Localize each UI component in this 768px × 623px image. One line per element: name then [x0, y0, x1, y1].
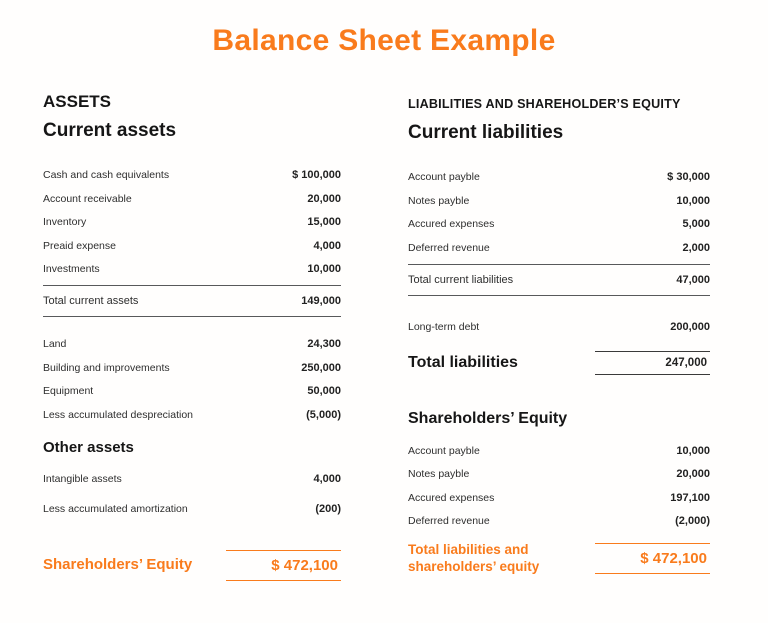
line-item-value: 10,000 — [676, 444, 710, 457]
grand-total-value: $ 472,100 — [595, 543, 710, 574]
line-item-row — [408, 171, 710, 184]
line-item-value: 250,000 — [301, 361, 341, 374]
other-assets-rows — [43, 473, 341, 516]
line-item-label: Preaid expense — [43, 239, 116, 252]
line-item-value: 15,000 — [307, 216, 341, 228]
total-value: 149,000 — [301, 295, 341, 307]
liabilities-heading: LIABILITIES AND SHAREHOLDER’S EQUITY — [408, 97, 681, 111]
line-item-value: 200,000 — [670, 320, 710, 333]
line-item-label: Less accumulated amortization — [43, 502, 188, 515]
line-item-value: (2,000) — [675, 515, 710, 527]
grand-total-value: $ 472,100 — [226, 550, 341, 581]
total-liabilities-label: Total liabilities — [408, 353, 518, 371]
line-item-label: Notes payble — [408, 194, 470, 207]
line-item-value: 4,000 — [313, 239, 341, 252]
line-item-value: $ 100,000 — [292, 169, 341, 181]
line-item-row — [43, 503, 341, 516]
line-item-row — [43, 216, 341, 229]
line-item-row — [43, 338, 341, 351]
line-item-label: Land — [43, 338, 67, 350]
line-item-row — [408, 218, 710, 231]
divider — [43, 285, 341, 286]
current-assets-heading: Current assets — [43, 120, 177, 141]
line-item-label: Equipment — [43, 385, 94, 397]
line-item-row — [43, 169, 341, 182]
line-item-label: Account payble — [408, 171, 480, 183]
line-item-row — [408, 515, 710, 528]
divider — [43, 316, 341, 317]
shareholders-equity-heading: Shareholders’ Equity — [408, 409, 568, 427]
other-assets-heading: Other assets — [43, 438, 134, 456]
line-item-value: 10,000 — [676, 194, 710, 207]
line-item-value: 10,000 — [307, 263, 341, 275]
line-item-label: Accured expenses — [408, 491, 495, 504]
line-item-value: (200) — [315, 502, 341, 515]
line-item-label: Intangible assets — [43, 472, 122, 485]
line-item-row — [43, 240, 341, 253]
line-item-value: 20,000 — [307, 192, 341, 205]
current-assets-rows — [43, 169, 341, 276]
line-item-row — [43, 473, 341, 486]
line-item-label: Less accumulated despreciation — [43, 408, 194, 421]
line-item-row — [43, 193, 341, 206]
line-item-row — [43, 409, 341, 422]
line-item-label: Investments — [43, 263, 100, 275]
equity-rows — [408, 445, 710, 529]
line-item-label: Notes payble — [408, 468, 470, 480]
line-item-row — [43, 385, 341, 398]
grand-total-label: Shareholders’ Equity — [43, 556, 193, 573]
line-item-row — [408, 195, 710, 208]
grand-total-row — [408, 541, 710, 575]
fixed-assets-rows — [43, 338, 341, 422]
line-item-label: Building and improvements — [43, 361, 170, 374]
line-item-value: 24,300 — [307, 338, 341, 350]
line-item-value: 50,000 — [307, 385, 341, 397]
long-term-debt-row — [408, 321, 710, 334]
line-item-label: Long-term debt — [408, 320, 480, 333]
line-item-label: Inventory — [43, 216, 87, 228]
line-item-label: Cash and cash equivalents — [43, 169, 170, 181]
line-item-value: 197,100 — [670, 491, 710, 504]
line-item-value: 5,000 — [682, 218, 710, 230]
total-label: Total current liabilities — [408, 273, 514, 286]
shareholders-equity-total-row — [43, 550, 341, 581]
line-item-row — [408, 468, 710, 481]
page-title: Balance Sheet Example — [212, 24, 556, 57]
line-item-value: (5,000) — [306, 408, 341, 421]
total-current-assets-row — [43, 295, 341, 307]
line-item-label: Account receivable — [43, 192, 132, 205]
current-liabilities-heading: Current liabilities — [408, 122, 564, 143]
line-item-value: $ 30,000 — [667, 171, 710, 183]
total-label: Total current assets — [43, 295, 139, 307]
line-item-value: 2,000 — [682, 241, 710, 254]
total-value: 47,000 — [676, 273, 710, 286]
total-liabilities-value: 247,000 — [595, 351, 710, 375]
line-item-row — [43, 362, 341, 375]
line-item-label: Deferred revenue — [408, 241, 490, 254]
line-item-label: Account payble — [408, 444, 480, 457]
current-liabilities-rows — [408, 171, 710, 255]
total-liabilities-row — [408, 351, 710, 375]
columns — [0, 92, 768, 581]
line-item-value: 4,000 — [313, 472, 341, 485]
assets-heading: ASSETS — [43, 92, 112, 111]
line-item-row — [43, 263, 341, 276]
liabilities-column — [408, 92, 710, 581]
divider — [408, 295, 710, 296]
line-item-row — [408, 242, 710, 255]
line-item-row — [408, 492, 710, 505]
assets-column — [43, 92, 341, 581]
divider — [408, 264, 710, 265]
total-current-liabilities-row — [408, 274, 710, 286]
line-item-value: 20,000 — [676, 468, 710, 480]
line-item-label: Accured expenses — [408, 218, 495, 230]
line-item-label: Deferred revenue — [408, 515, 490, 527]
line-item-row — [408, 445, 710, 458]
grand-total-label: Total liabilities and shareholders’ equity — [408, 542, 540, 574]
